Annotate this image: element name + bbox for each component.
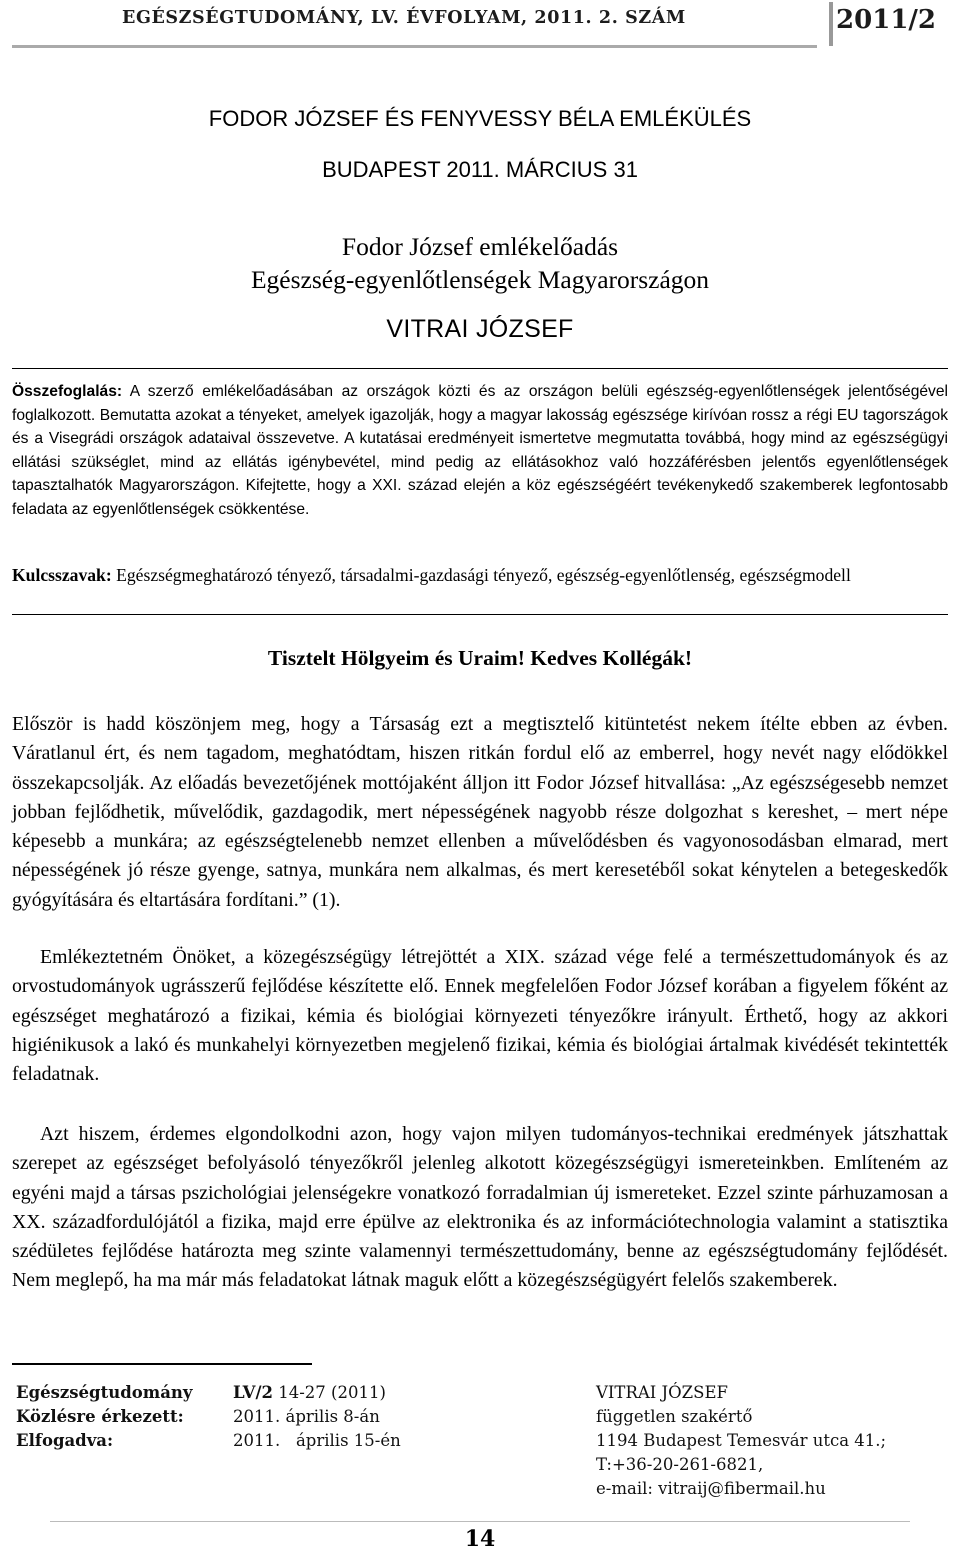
body-paragraph-2 — [12, 943, 948, 1089]
author-name: VITRAI JÓZSEF — [386, 315, 574, 343]
abstract — [12, 380, 948, 522]
paragraph-text: Emlékeztetném Önöket, a közegészségügy létrejöttét a XIX. század vége felé a természettudományok és az orvostudományok ugrásszerű fejlődése készítette elő. Ennek megfelelően Fodor József korában a figyelem főként az egészséget meghatározó a fizikai, kémia és biológiai környezeti tényezőkre irányult. Érthető, hogy az akkori higiénikusok a lakó és munkahelyi környezetben megjelenő fizikai, kémia és biológiai ártalmak kivédését tekintették feladatnak. — [12, 946, 948, 1086]
journal-label: Egészségtudomány — [16, 1383, 193, 1402]
page-header — [12, 0, 948, 46]
abstract-top-rule — [12, 368, 948, 369]
contact-phone: T:+36-20-261-6821, — [596, 1455, 764, 1474]
contact-role: független szakértő — [596, 1407, 753, 1426]
footnote-rule — [12, 1363, 312, 1365]
body-paragraph-1 — [12, 710, 948, 915]
keywords — [12, 564, 948, 588]
footer-rule — [50, 1521, 910, 1522]
received-date: 2011. április 8-án — [233, 1407, 380, 1426]
keywords-label: Kulcsszavak: — [12, 565, 112, 585]
journal-value — [233, 1381, 401, 1405]
lecture-title-line2: Egészség-egyenlőtlenségek Magyarországon — [250, 265, 710, 294]
abstract-text: A szerző emlékelőadásában az országok közti és az országon belüli egészség-egyenlőtlenségek jelentőségével foglalkozott. Bemutatta azokat a tényeket, amelyek igazolják, hogy a magyar lakosság egészsége kirívóan rossz a régi EU tagországok és a Visegrádi országok adataival összevetve. A kutatásai eredményeit ismertetve megmutatta továbbá, hogy mind az egészségügyi ellátási szükséglet, mind az ellátás igénybevétel, mind pedig az ellátásokhoz való hozzáférésben jelentős egyenlőtlenségek tapasztalhatók Magyarországon. Kifejtette, hogy a XXI. század elején a köz egészségéért tevékenykedő szakemberek legfontosabb feladata az egyenlőtlenségek csökkentése. — [12, 383, 948, 518]
contact-email: e-mail: vitraij@fibermail.hu — [596, 1479, 826, 1498]
publication-labels — [16, 1381, 193, 1453]
lecture-title — [0, 230, 960, 296]
publication-values — [233, 1381, 401, 1453]
accepted-label: Elfogadva: — [16, 1431, 114, 1450]
conference-date: BUDAPEST 2011. MÁRCIUS 31 — [322, 157, 638, 182]
body-paragraph-3 — [12, 1120, 948, 1296]
contact-name: VITRAI JÓZSEF — [596, 1383, 728, 1402]
keywords-bottom-rule — [12, 614, 948, 615]
abstract-label: Összefoglalás: — [12, 383, 123, 400]
journal-volume: LV/2 — [233, 1383, 273, 1402]
author-contact — [596, 1381, 886, 1501]
received-label: Közlésre érkezett: — [16, 1407, 184, 1426]
issue-number: 2011/2 — [836, 5, 936, 35]
journal-header-title: EGÉSZSÉGTUDOMÁNY, LV. ÉVFOLYAM, 2011. 2. SZÁM — [122, 8, 686, 28]
journal-pages: 14-27 (2011) — [272, 1383, 386, 1402]
greeting: Tisztelt Hölgyeim és Uraim! Kedves Kollégák! — [267, 646, 693, 670]
page-number: 14 — [464, 1526, 496, 1552]
lecture-title-line1: Fodor József emlékelőadás — [341, 232, 619, 261]
paragraph-text: Azt hiszem, érdemes elgondolkodni azon, hogy vajon milyen tudományos-technikai eredmények játszhattak szerepet az egészséget befolyásoló tényezőkről jelenleg alkotott közegészségügyi ismereteinkben. Említeném az egyéni majd a társas pszichológiai jelenségekre vonatkozó forradalmian új ismereteket. Ezzel szinte párhuzamosan a XX. századfordulójától a fizika, majd erre épülve az elektronika és az információtechnologia valamint a statisztika szédületes fejlődése határozta meg szinte valamennyi természettudomány, benne az egészségtudomány fejlődését. Nem meglepő, ha ma már más feladatokat látnak maguk előtt a közegészségügyért felelős szakemberek. — [12, 1123, 948, 1292]
header-divider — [829, 2, 833, 46]
contact-address: 1194 Budapest Temesvár utca 41.; — [596, 1431, 887, 1450]
paragraph-text: Először is hadd köszönjem meg, hogy a Társaság ezt a megtisztelő kitüntetést nekem ítélte ebben az évben. Váratlanul ért, és nem tagadom, meghatódtam, hiszen ritkán fordul elő az emberrel, hogy nevét nagy elődökkel összekapcsolják. Az előadás bevezetőjének mottójaként álljon itt Fodor József hitvallása: „Az egészségesebb nemzet jobban fejlődhetik, művelődik, gazdagodik, mert népességének nagyobb része dolgozhat s kereshet, – mert népe képesebb a munkára; az egészségtelenebb nemzet ellenben a művelődésben és vagyonosodásban elmarad, mert népességének jó része gyenge, satnya, munkára nem alkalmas, és mert keresetéből sokat kénytelen a betegeskedők gyógyítására és eltartására fordítani.” (1). — [12, 713, 948, 911]
keywords-text: Egészségmeghatározó tényező, társadalmi-gazdasági tényező, egészség-egyenlőtlenség, egészségmodell — [116, 565, 851, 585]
header-rule — [12, 45, 817, 48]
accepted-date: 2011. április 15-én — [233, 1431, 401, 1450]
conference-title: FODOR JÓZSEF ÉS FENYVESSY BÉLA EMLÉKÜLÉS — [208, 106, 752, 131]
